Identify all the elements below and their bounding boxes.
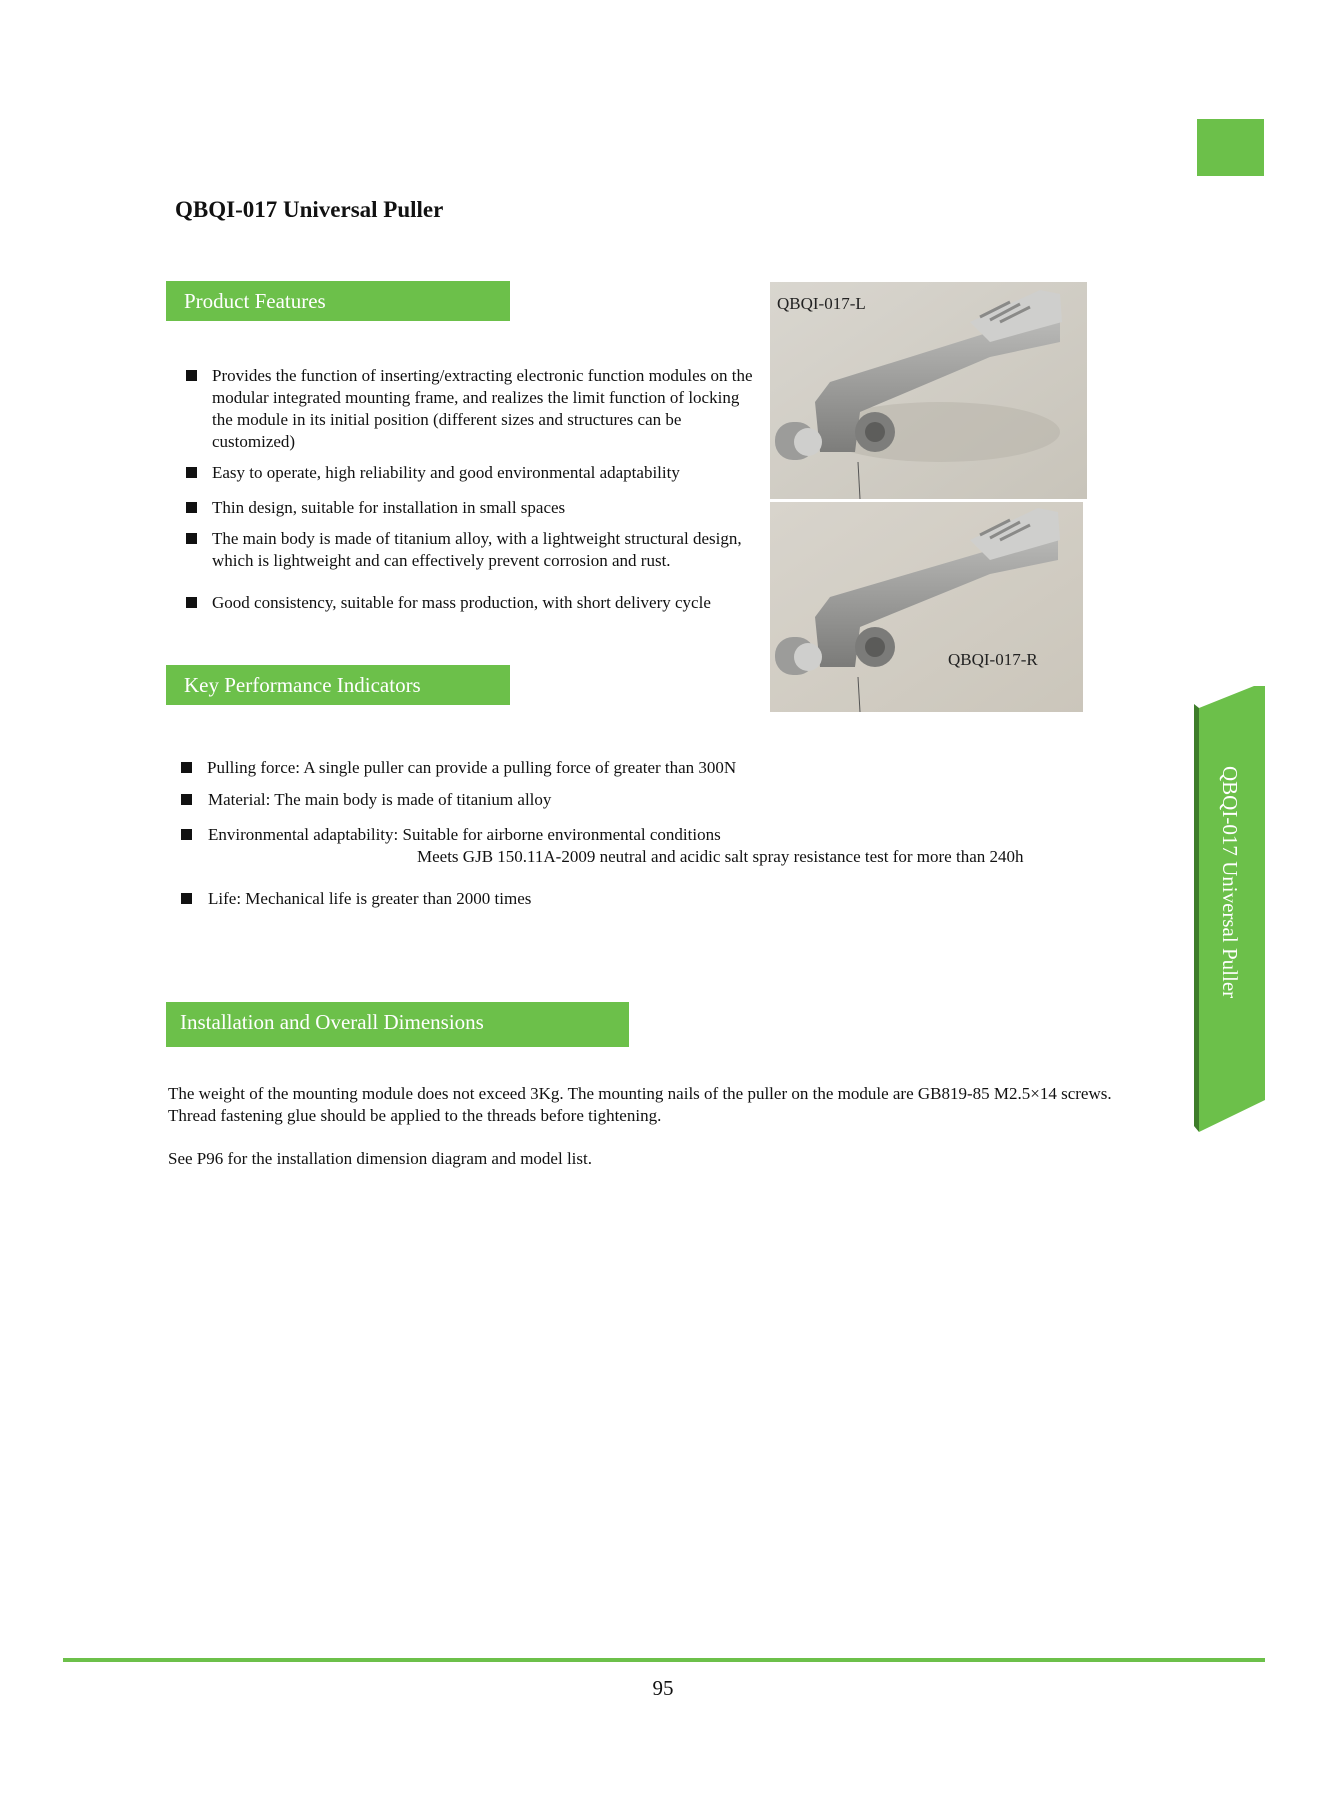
side-tab-label: QBQI-017 Universal Puller (1218, 766, 1242, 999)
product-photo-left (770, 282, 1087, 499)
list-item-environment (178, 824, 1098, 868)
environment-line-2: Meets GJB 150.11A-2009 neutral and acidic salt spray resistance test for more than 240h (417, 847, 1024, 866)
list-item: Life: Mechanical life is greater than 2000 times (178, 888, 1098, 910)
installation-paragraph: The weight of the mounting module does not exceed 3Kg. The mounting nails of the puller on the module are GB819-85 M2.5×14 screws. Thread fastening glue should be applied to the threads before tightening. (168, 1084, 1112, 1125)
footer-divider (63, 1658, 1265, 1662)
list-item: Thin design, suitable for installation in small spaces (183, 497, 763, 519)
product-photo-right (770, 502, 1083, 712)
photo-label-right: QBQI-017-R (948, 650, 1038, 669)
corner-tab (1197, 119, 1264, 176)
environment-line-1: Environmental adaptability: Suitable for airborne environmental conditions (208, 825, 721, 844)
kpi-list (178, 757, 1098, 910)
list-item: Easy to operate, high reliability and good environmental adaptability (183, 462, 763, 484)
page-number: 95 (652, 1676, 674, 1700)
page-title: QBQI-017 Universal Puller (175, 197, 444, 222)
list-item: Good consistency, suitable for mass production, with short delivery cycle (183, 592, 763, 614)
list-item: Pulling force: A single puller can provide a pulling force of greater than 300N (178, 757, 1098, 779)
section-header-key-performance: Key Performance Indicators (166, 665, 510, 705)
section-header-installation: Installation and Overall Dimensions (166, 1002, 629, 1047)
section-header-product-features: Product Features (166, 281, 510, 321)
list-item: Provides the function of inserting/extracting electronic function modules on the modular integrated mounting frame, and realizes the limit function of locking the module in its initial position (different sizes and structures can be customized) (183, 365, 763, 453)
list-item: Material: The main body is made of titanium alloy (178, 789, 1098, 811)
installation-reference: See P96 for the installation dimension diagram and model list. (168, 1149, 592, 1168)
photo-label-left: QBQI-017-L (777, 294, 866, 313)
features-list (183, 365, 763, 614)
list-item: The main body is made of titanium alloy, with a lightweight structural design, which is lightweight and can effectively prevent corrosion and rust. (183, 528, 763, 572)
